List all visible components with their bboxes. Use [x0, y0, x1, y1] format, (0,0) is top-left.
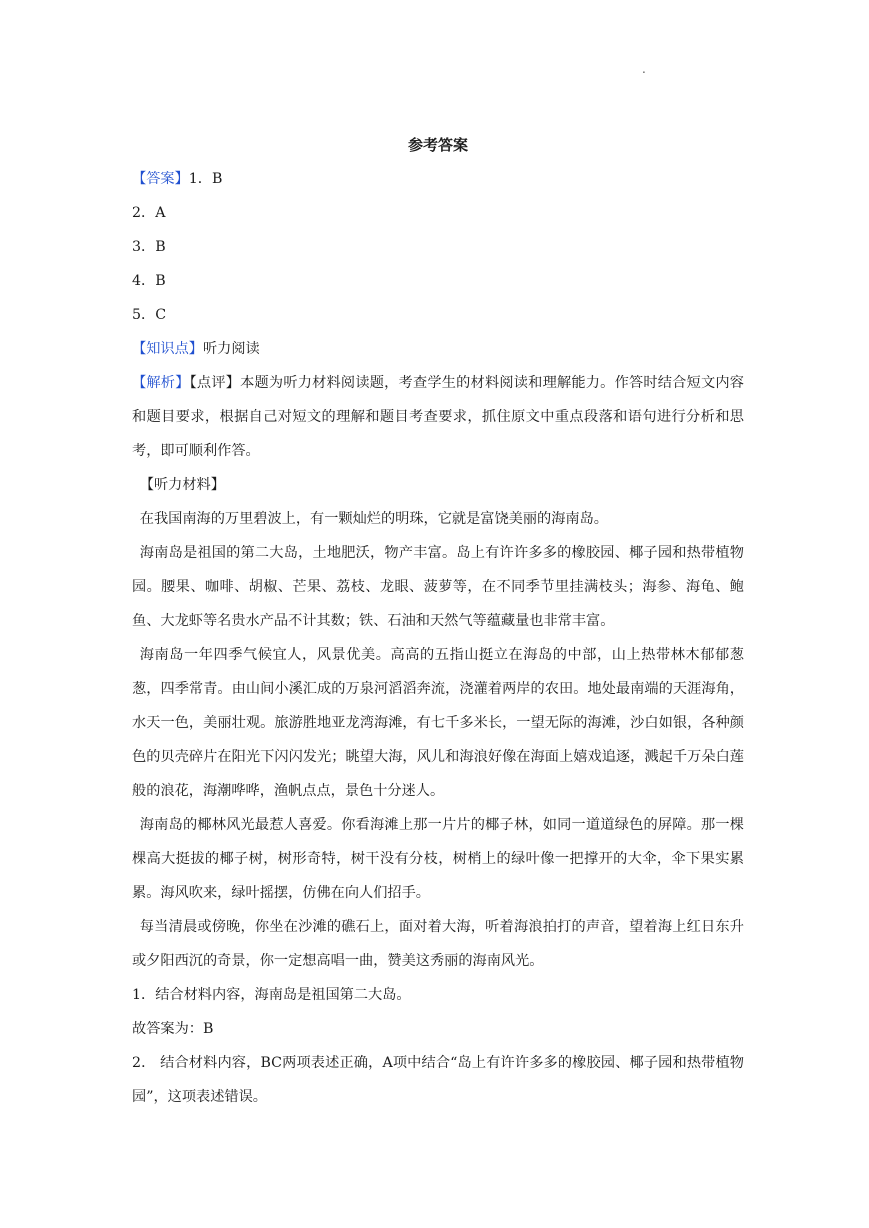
- knowledge-text: 听力阅读: [202, 341, 260, 357]
- explanation-2: 2． 结合材料内容，BC两项表述正确，A项中结合“岛上有许许多多的橡胶园、椰子园和热带植物园”，这项表述错误。: [132, 1055, 744, 1105]
- answer-line-3: 3．B: [132, 239, 166, 255]
- answer-line-2: 2．A: [132, 205, 166, 221]
- answer-line-1: [132, 162, 744, 196]
- material-heading: 【听力材料】: [139, 477, 225, 493]
- material-paragraph-2: 海南岛是祖国的第二大岛，土地肥沃，物产丰富。岛上有许许多多的橡胶园、椰子园和热带植物园。腰果、咖啡、胡椒、芒果、荔枝、龙眼、菠萝等，在不同季节里挂满枝头；海参、海龟、鲍鱼、大龙虾等名贵水产品不计其数；铁、石油和天然气等蕴藏量也非常丰富。: [132, 545, 744, 629]
- answer-label: 【答案】: [132, 171, 189, 187]
- answer-line-4: 4．B: [132, 273, 166, 289]
- material-paragraph-1: 在我国南海的万里碧波上，有一颗灿烂的明珠，它就是富饶美丽的海南岛。: [139, 511, 608, 527]
- explanation-1-answer: 故答案为：B: [132, 1021, 214, 1037]
- analysis-label: 【解析】: [132, 375, 190, 391]
- material-paragraph-3: 海南岛一年四季气候宜人，风景优美。高高的五指山挺立在海岛的中部，山上热带林木郁郁葱葱，四季常青。由山间小溪汇成的万泉河滔滔奔流，浇灌着两岸的农田。地处最南端的天涯海角，水天一色，美丽壮观。旅游胜地亚龙湾海滩，有七千多米长，一望无际的海滩，沙白如银，各种颜色的贝壳碎片在阳光下闪闪发光；眺望大海，风儿和海浪好像在海面上嬉戏追逐，溅起千万朵白莲般的浪花，海潮哗哗，渔帆点点，景色十分迷人。: [132, 647, 744, 799]
- material-paragraph-4: 海南岛的椰林风光最惹人喜爱。你看海滩上那一片片的椰子林，如同一道道绿色的屏障。那一棵棵高大挺拔的椰子树，树形奇特，树干没有分枝，树梢上的绿叶像一把撑开的大伞，伞下果实累累。海风吹来，绿叶摇摆，仿佛在向人们招手。: [132, 817, 744, 901]
- knowledge-point: [132, 332, 744, 366]
- answer-item-1: 1．B: [188, 171, 223, 187]
- explanation-1: 1．结合材料内容，海南岛是祖国第二大岛。: [132, 987, 411, 1003]
- analysis-text: 【点评】本题为听力材料阅读题，考查学生的材料阅读和理解能力。作答时结合短文内容和题目要求，根据自己对短文的理解和题目考查要求，抓住原文中重点段落和语句进行分析和思考，即可顺利作答。: [132, 375, 744, 459]
- corner-dot-mark: .: [642, 62, 646, 76]
- material-paragraph-5: 每当清晨或傍晚，你坐在沙滩的礁石上，面对着大海，听着海浪拍打的声音，望着海上红日东升或夕阳西沉的奇景，你一定想高唱一曲，赞美这秀丽的海南风光。: [132, 919, 744, 969]
- page-title: 参考答案: [407, 136, 468, 154]
- answer-document: [132, 128, 744, 1114]
- answer-line-5: 5．C: [132, 307, 167, 323]
- analysis-paragraph: [132, 366, 744, 468]
- knowledge-label: 【知识点】: [132, 341, 203, 357]
